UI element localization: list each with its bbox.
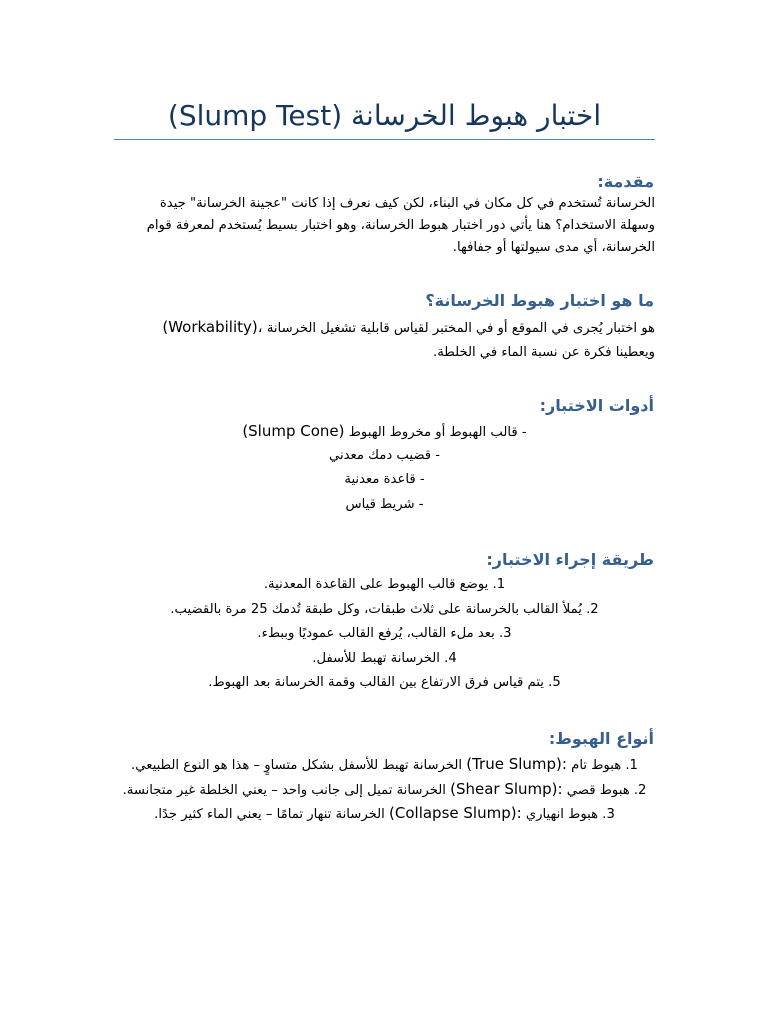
tool-item-english: (Slump Cone) bbox=[242, 422, 345, 440]
slump-type-english: (True Slump): bbox=[466, 755, 567, 773]
page-title-arabic: اختبار هبوط الخرسانة bbox=[351, 99, 602, 132]
tools-list bbox=[114, 419, 655, 517]
tool-item-text: - قالب الهبوط أو مخروط الهبوط bbox=[348, 425, 527, 440]
heading-tools: أدوات الاختبار: bbox=[539, 396, 654, 415]
what-is-line-2: ويعطينا فكرة عن نسبة الماء في الخلطة. bbox=[433, 345, 655, 360]
slump-type-name: 2. هبوط قصي bbox=[566, 782, 647, 798]
what-is-line-1-text: هو اختبار يُجرى في الموقع أو في المختبر لقياس قابلية تشغيل الخرسانة bbox=[266, 321, 655, 336]
slump-type-item bbox=[114, 801, 655, 826]
procedure-step: 1. يوضع قالب الهبوط على القاعدة المعدنية. bbox=[263, 577, 506, 592]
slump-type-name: 1. هبوط تام bbox=[571, 758, 638, 773]
what-is-paragraph bbox=[114, 314, 655, 366]
slump-type-item bbox=[114, 752, 655, 777]
what-is-line-1-english: (Workability)، bbox=[162, 318, 263, 336]
title-underline bbox=[114, 139, 655, 140]
slump-type-name: 3. هبوط انهياري bbox=[525, 807, 615, 822]
heading-types: أنواع الهبوط: bbox=[548, 729, 654, 748]
procedure-step: 4. الخرسانة تهبط للأسفل. bbox=[312, 650, 457, 666]
page-title-english: (Slump Test) bbox=[167, 99, 343, 132]
heading-procedure: طريقة إجراء الاختبار: bbox=[486, 550, 654, 569]
slump-type-description: الخرسانة تنهار تمامًا – يعني الماء كثير جدًا. bbox=[154, 807, 385, 822]
heading-what-is: ما هو اختبار هبوط الخرسانة؟ bbox=[425, 291, 654, 310]
intro-line-1: الخرسانة تُستخدم في كل مكان في البناء، لكن كيف نعرف إذا كانت "عجينة الخرسانة" جيدة bbox=[159, 196, 655, 211]
intro-line-2: وسهلة الاستخدام؟ هنا يأتي دور اختبار هبوط الخرسانة، وهو اختبار بسيط يُستخدم لمعرفة قوام bbox=[146, 218, 655, 233]
procedure-step: 5. يتم قياس فرق الارتفاع بين القالب وقمة الخرسانة بعد الهبوط. bbox=[208, 675, 561, 690]
types-list bbox=[114, 752, 655, 826]
slump-type-english: (Collapse Slump): bbox=[389, 804, 522, 822]
slump-type-english: (Shear Slump): bbox=[450, 779, 563, 798]
slump-type-item bbox=[114, 777, 655, 802]
procedure-step: 2. يُملأ القالب بالخرسانة على ثلاث طبقات، وكل طبقة تُدمك 25 مرة بالقضيب. bbox=[170, 601, 599, 617]
tool-item: - قاعدة معدنية bbox=[344, 472, 425, 487]
heading-intro: مقدمة: bbox=[597, 172, 654, 191]
intro-paragraph bbox=[114, 193, 655, 259]
intro-line-3: الخرسانة، أي مدى سيولتها أو جفافها. bbox=[452, 240, 655, 255]
slump-type-description: الخرسانة تميل إلى جانب واحد – يعني الخلطة غير متجانسة. bbox=[122, 782, 446, 798]
slump-type-description: الخرسانة تهبط للأسفل بشكل متساوٍ – هذا هو النوع الطبيعي. bbox=[131, 758, 463, 773]
page-title bbox=[114, 92, 655, 140]
tool-item: - قضيب دمك معدني bbox=[328, 447, 441, 463]
procedure-step: 3. بعد ملء القالب، يُرفع القالب عموديًا وببطء. bbox=[257, 626, 512, 641]
what-is-line-1 bbox=[114, 314, 655, 340]
tool-item bbox=[114, 419, 655, 444]
tool-item: - شريط قياس bbox=[345, 496, 424, 512]
procedure-list bbox=[114, 573, 655, 696]
